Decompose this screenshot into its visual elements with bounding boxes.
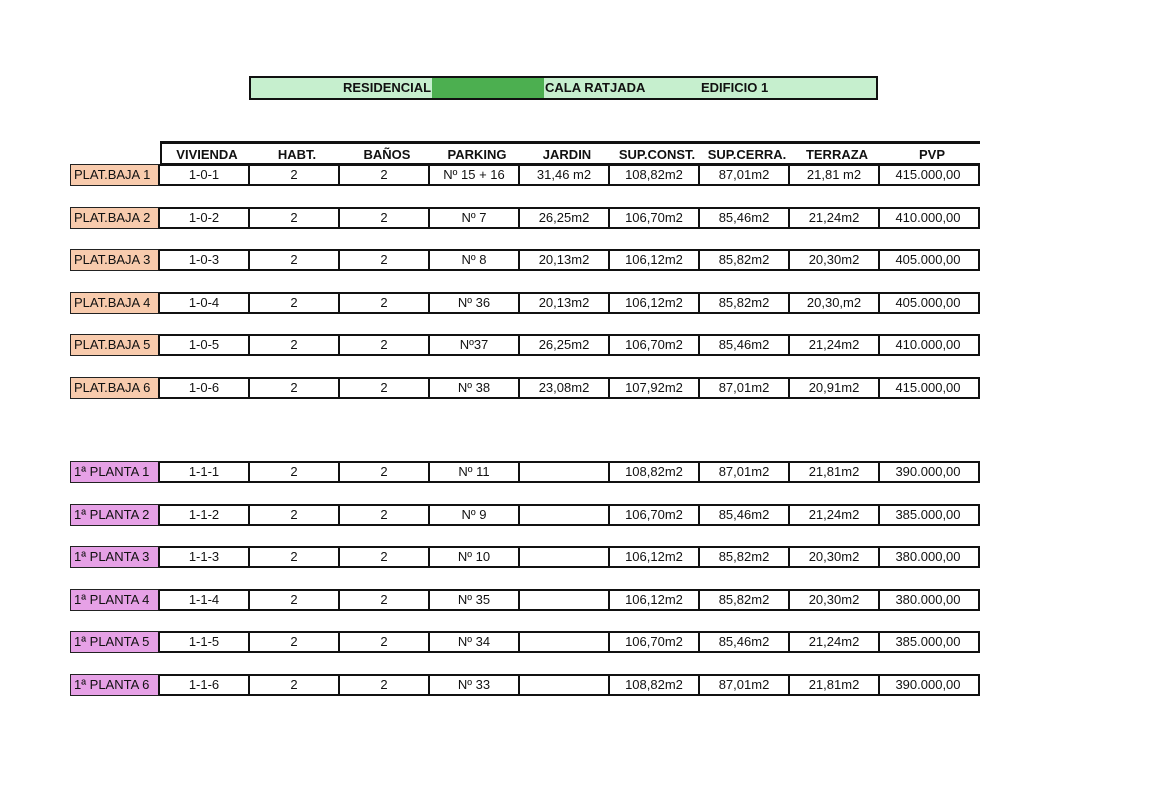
header-sup-cerra: SUP.CERRA. — [707, 147, 787, 162]
row-label: 1ª PLANTA 4 — [70, 589, 160, 611]
cell-parking: Nº 7 — [430, 209, 520, 227]
banner-building: EDIFICIO 1 — [701, 80, 769, 95]
cell-jardin: 31,46 m2 — [520, 166, 610, 184]
cell-pvp: 410.000,00 — [895, 210, 961, 225]
header-vivienda: VIVIENDA — [176, 147, 238, 162]
cell-jardin — [520, 506, 610, 524]
cell-sup-const: 106,70m2 — [610, 633, 700, 651]
cell-parking: Nº 9 — [430, 506, 520, 524]
cell-terraza: 20,30m2 — [790, 548, 880, 566]
cell-banos: 2 — [340, 166, 430, 184]
cell-vivienda: 1-0-2 — [160, 209, 250, 227]
cell-habt: 2 — [250, 251, 340, 269]
cell-pvp: 405.000,00 — [895, 295, 961, 310]
title-banner — [249, 76, 878, 100]
cell-terraza: 20,91m2 — [790, 379, 880, 397]
cell-sup-const: 108,82m2 — [610, 463, 700, 481]
cell-pvp: 390.000,00 — [895, 677, 961, 692]
cell-jardin: 23,08m2 — [520, 379, 610, 397]
cell-habt: 2 — [250, 379, 340, 397]
row-cells — [160, 334, 980, 356]
cell-sup-cerra: 85,82m2 — [700, 251, 790, 269]
cell-jardin — [520, 676, 610, 694]
row-label: 1ª PLANTA 3 — [70, 546, 160, 568]
cell-vivienda: 1-1-3 — [160, 548, 250, 566]
cell-vivienda: 1-0-5 — [160, 336, 250, 354]
cell-terraza: 21,24m2 — [790, 209, 880, 227]
cell-sup-cerra: 85,82m2 — [700, 591, 790, 609]
header-jardin: JARDIN — [542, 147, 592, 162]
cell-banos: 2 — [340, 379, 430, 397]
cell-terraza: 21,24m2 — [790, 506, 880, 524]
cell-vivienda: 1-1-6 — [160, 676, 250, 694]
cell-banos: 2 — [340, 251, 430, 269]
cell-sup-const: 108,82m2 — [610, 166, 700, 184]
cell-banos: 2 — [340, 209, 430, 227]
cell-terraza: 20,30m2 — [790, 251, 880, 269]
cell-banos: 2 — [340, 548, 430, 566]
cell-parking: Nº 11 — [430, 463, 520, 481]
cell-vivienda: 1-1-1 — [160, 463, 250, 481]
row-cells — [160, 631, 980, 653]
row-cells — [160, 377, 980, 399]
header-banos: BAÑOS — [363, 147, 411, 162]
banner-green-block — [432, 78, 544, 98]
cell-jardin: 26,25m2 — [520, 336, 610, 354]
cell-terraza: 20,30m2 — [790, 591, 880, 609]
cell-banos: 2 — [340, 506, 430, 524]
cell-pvp: 385.000,00 — [895, 634, 961, 649]
row-label: PLAT.BAJA 3 — [70, 249, 160, 271]
cell-terraza: 21,81m2 — [790, 676, 880, 694]
cell-banos: 2 — [340, 591, 430, 609]
cell-sup-const: 106,12m2 — [610, 591, 700, 609]
header-pvp: PVP — [918, 147, 945, 162]
row-cells — [160, 207, 980, 229]
row-label: 1ª PLANTA 5 — [70, 631, 160, 653]
cell-habt: 2 — [250, 548, 340, 566]
cell-vivienda: 1-0-4 — [160, 294, 250, 312]
cell-pvp: 415.000,00 — [895, 167, 961, 182]
cell-terraza: 21,81m2 — [790, 463, 880, 481]
cell-pvp: 410.000,00 — [895, 337, 961, 352]
cell-parking: Nº37 — [430, 336, 520, 354]
cell-sup-const: 108,82m2 — [610, 676, 700, 694]
row-label: 1ª PLANTA 6 — [70, 674, 160, 696]
cell-parking: Nº 34 — [430, 633, 520, 651]
cell-sup-cerra: 87,01m2 — [700, 379, 790, 397]
row-cells — [160, 504, 980, 526]
cell-sup-cerra: 85,46m2 — [700, 209, 790, 227]
cell-vivienda: 1-1-5 — [160, 633, 250, 651]
cell-habt: 2 — [250, 336, 340, 354]
cell-parking: Nº 8 — [430, 251, 520, 269]
cell-sup-const: 107,92m2 — [610, 379, 700, 397]
row-label: 1ª PLANTA 1 — [70, 461, 160, 483]
cell-jardin: 26,25m2 — [520, 209, 610, 227]
cell-vivienda: 1-0-3 — [160, 251, 250, 269]
cell-vivienda: 1-0-1 — [160, 166, 250, 184]
cell-parking: Nº 33 — [430, 676, 520, 694]
cell-pvp: 405.000,00 — [895, 252, 961, 267]
cell-vivienda: 1-0-6 — [160, 379, 250, 397]
cell-jardin: 20,13m2 — [520, 251, 610, 269]
cell-banos: 2 — [340, 336, 430, 354]
header-terraza: TERRAZA — [805, 147, 869, 162]
cell-habt: 2 — [250, 506, 340, 524]
cell-sup-cerra: 85,46m2 — [700, 336, 790, 354]
cell-habt: 2 — [250, 294, 340, 312]
header-habt: HABT. — [277, 147, 317, 162]
cell-jardin — [520, 633, 610, 651]
cell-pvp: 415.000,00 — [895, 380, 961, 395]
row-cells — [160, 674, 980, 696]
cell-vivienda: 1-1-4 — [160, 591, 250, 609]
row-label: 1ª PLANTA 2 — [70, 504, 160, 526]
cell-parking: Nº 15 + 16 — [430, 166, 520, 184]
cell-parking: Nº 36 — [430, 294, 520, 312]
cell-banos: 2 — [340, 633, 430, 651]
cell-jardin — [520, 591, 610, 609]
cell-pvp: 380.000,00 — [895, 592, 961, 607]
cell-habt: 2 — [250, 463, 340, 481]
banner-residencial: RESIDENCIAL — [343, 80, 432, 95]
cell-sup-cerra: 85,46m2 — [700, 506, 790, 524]
row-cells — [160, 589, 980, 611]
cell-habt: 2 — [250, 633, 340, 651]
cell-habt: 2 — [250, 166, 340, 184]
cell-sup-cerra: 85,82m2 — [700, 548, 790, 566]
row-label: PLAT.BAJA 2 — [70, 207, 160, 229]
cell-habt: 2 — [250, 676, 340, 694]
cell-terraza: 20,30,m2 — [790, 294, 880, 312]
cell-sup-const: 106,12m2 — [610, 251, 700, 269]
row-cells — [160, 461, 980, 483]
row-label: PLAT.BAJA 6 — [70, 377, 160, 399]
cell-jardin — [520, 548, 610, 566]
row-cells — [160, 546, 980, 568]
cell-sup-const: 106,12m2 — [610, 294, 700, 312]
row-cells — [160, 249, 980, 271]
header-parking: PARKING — [447, 147, 507, 162]
cell-sup-const: 106,70m2 — [610, 506, 700, 524]
cell-sup-cerra: 87,01m2 — [700, 463, 790, 481]
cell-sup-const: 106,70m2 — [610, 336, 700, 354]
cell-habt: 2 — [250, 591, 340, 609]
cell-sup-cerra: 85,82m2 — [700, 294, 790, 312]
cell-terraza: 21,81 m2 — [790, 166, 880, 184]
cell-sup-cerra: 87,01m2 — [700, 166, 790, 184]
row-label: PLAT.BAJA 1 — [70, 164, 160, 186]
table-header — [160, 141, 980, 164]
cell-banos: 2 — [340, 676, 430, 694]
cell-parking: Nº 35 — [430, 591, 520, 609]
cell-sup-const: 106,12m2 — [610, 548, 700, 566]
cell-parking: Nº 38 — [430, 379, 520, 397]
cell-pvp: 385.000,00 — [895, 507, 961, 522]
cell-jardin — [520, 463, 610, 481]
cell-banos: 2 — [340, 294, 430, 312]
cell-pvp: 380.000,00 — [895, 549, 961, 564]
banner-location: CALA RATJADA — [545, 80, 646, 95]
cell-terraza: 21,24m2 — [790, 633, 880, 651]
cell-parking: Nº 10 — [430, 548, 520, 566]
cell-jardin: 20,13m2 — [520, 294, 610, 312]
row-label: PLAT.BAJA 5 — [70, 334, 160, 356]
row-cells — [160, 164, 980, 186]
cell-sup-cerra: 85,46m2 — [700, 633, 790, 651]
cell-terraza: 21,24m2 — [790, 336, 880, 354]
row-cells — [160, 292, 980, 314]
row-label: PLAT.BAJA 4 — [70, 292, 160, 314]
header-sup-const: SUP.CONST. — [618, 147, 696, 162]
cell-banos: 2 — [340, 463, 430, 481]
cell-vivienda: 1-1-2 — [160, 506, 250, 524]
cell-pvp: 390.000,00 — [895, 464, 961, 479]
cell-habt: 2 — [250, 209, 340, 227]
cell-sup-const: 106,70m2 — [610, 209, 700, 227]
cell-sup-cerra: 87,01m2 — [700, 676, 790, 694]
